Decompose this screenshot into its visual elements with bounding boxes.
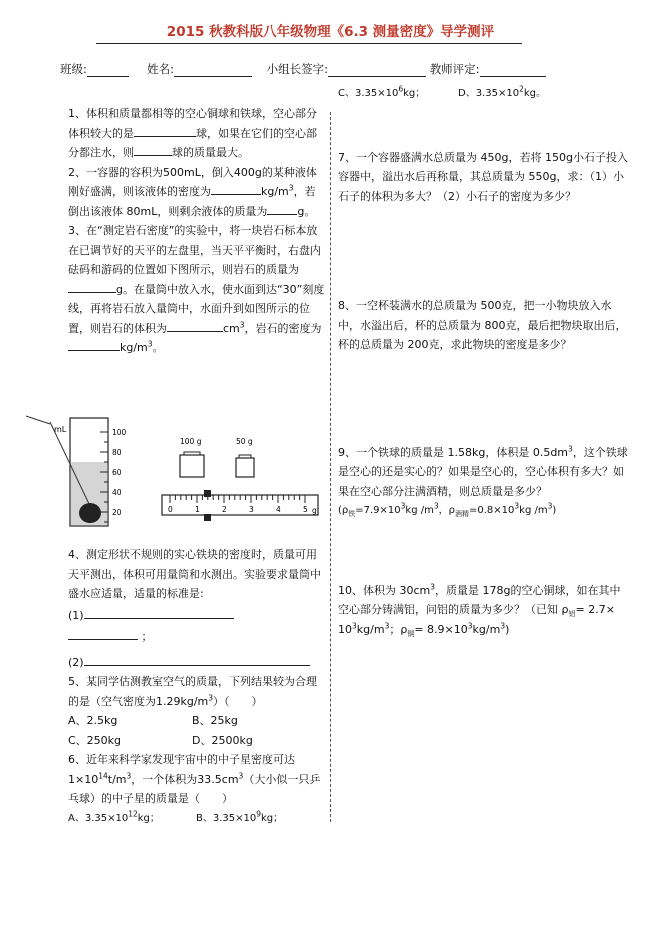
- cylinder-unit: mL: [54, 425, 67, 434]
- name-blank[interactable]: [174, 64, 252, 77]
- q6-exp-c: 3: [238, 770, 244, 780]
- q3-text-a: 3、在“测定岩石密度”的实验中，将一块岩石标本放在已调节好的天平的左盘里，当天平平衡时，右盘内砝码和游码的位置如下图所示，则岩石的质量为: [68, 224, 321, 276]
- q3-blank-1[interactable]: [68, 280, 116, 293]
- right-column: [338, 84, 628, 639]
- riding-scale: [162, 490, 318, 521]
- question-5: [68, 672, 326, 711]
- q2-text-c: g。: [297, 204, 316, 218]
- scale-tick-label: 5: [303, 505, 308, 514]
- weight-100g-label: 100 g: [180, 437, 202, 446]
- graduated-cylinder: [26, 416, 127, 526]
- q1-text-c: 球的质量最大。: [172, 146, 249, 159]
- question-8: [338, 296, 628, 355]
- cylinder-tick-label: 80: [112, 448, 122, 457]
- q6-text-d: （大小似一只乒乓球）的中子星的质量是（ ）: [68, 772, 321, 805]
- weight-50g: [236, 458, 254, 477]
- q5-options-ab: [68, 711, 326, 731]
- q2-unit-exp: 3: [288, 183, 294, 193]
- q4-l1-end: ；: [141, 630, 153, 643]
- question-1: [68, 104, 326, 163]
- cylinder-tick-label: 20: [112, 508, 122, 517]
- q6-exp-b: 3: [126, 770, 132, 780]
- q3-unit-c-exp: 3: [147, 339, 153, 349]
- q3-text-c: ，岩石的密度为: [244, 321, 322, 335]
- q1-text-b: 球，如果在它们的空心部分都注水，则: [68, 126, 317, 159]
- class-blank[interactable]: [87, 64, 129, 77]
- question-2: [68, 163, 326, 222]
- q6-option-b[interactable]: B、$3.35\times 10^9kg$；: [196, 809, 284, 824]
- scale-tick-label: 0: [168, 505, 173, 514]
- question-7: [338, 148, 628, 207]
- q8-text: 8、一空杯装满水的总质量为 500克，把一小物块放入水中，水溢出后，杯的总质量为 800克，最后把物块取出后，杯的总质量为 200克，求此物块的密度是多少？: [338, 299, 627, 351]
- class-label: 班级:: [60, 62, 87, 76]
- q6-option-d[interactable]: D、$3.35\times 10^2kg$。: [458, 84, 546, 99]
- q5-option-b[interactable]: B、25kg: [192, 714, 238, 727]
- q2-text-b: ，若倒出该液体 80mL，则剩余液体的质量为: [68, 185, 316, 218]
- q1-blank-1[interactable]: [134, 124, 196, 137]
- q6-options-cd: [338, 84, 628, 104]
- cylinder-tick-label: 60: [112, 468, 122, 477]
- q6-option-a[interactable]: A、$3.35\times 10^{12}kg$；: [68, 809, 160, 824]
- q4-line-2: [68, 653, 326, 673]
- q3-text-b: g。在量筒中放入水，使水面到达“30”刻度线，再将岩石放入量筒中，水面升到如图所示的位置，则岩石的体积为: [68, 282, 325, 335]
- title-underline: [96, 43, 522, 44]
- cylinder-tick-label: 100: [112, 428, 127, 437]
- weight-50g-label: 50 g: [236, 437, 253, 446]
- scale-unit: g: [312, 506, 317, 515]
- q6-text-b: t/m: [107, 772, 127, 786]
- teacher-label: 教师评定:: [429, 62, 480, 76]
- q6-options-ab: [68, 809, 326, 829]
- balance-weights: [180, 437, 254, 477]
- left-column: [68, 104, 326, 358]
- q3-blank-3[interactable]: [68, 338, 120, 351]
- q4-text: 4、测定形状不规则的实心铁块的密度时，质量可用天平测出，体积可用量筒和水测出。实验要求量筒中盛水应适量，适量的标准是:: [68, 548, 321, 600]
- question-6: [68, 750, 326, 809]
- q3-text-d: 。: [152, 341, 164, 354]
- question-9: [338, 443, 628, 502]
- measurement-figure: [20, 410, 320, 530]
- scale-tick-label: 4: [276, 505, 281, 514]
- q5-text-end: ）（ ）: [213, 694, 263, 708]
- leader-label: 小组长签字:: [266, 62, 329, 76]
- q9-constants: ($\rho_铁=7.9\times 10^3kg$ $/m^3$，$\rho_{酒精}=0.8\times 10^3kg$ $/m^3$): [338, 501, 557, 518]
- q3-blank-2[interactable]: [167, 319, 223, 332]
- q9-text-b: ，这个铁球是空心的还是实心的？如果是空心的，空心体积有多大？如果在空心部分注满酒精，则总质量是多少？: [338, 445, 628, 498]
- question-4: [68, 545, 326, 604]
- q9-text-a: 9、一个铁球的质量是 1.58kg，体积是 0.5dm: [338, 445, 569, 459]
- q4-blank-1a[interactable]: [84, 606, 234, 619]
- q2-blank-2[interactable]: [267, 202, 297, 215]
- q5-options-cd: [68, 731, 326, 751]
- q4-blank-2[interactable]: [84, 653, 310, 666]
- q2-text-a: 2、一容器的容积为500mL，倒入400g的某种液体刚好盛满，则该液体的密度为: [68, 165, 317, 198]
- q2-unit: kg/m: [261, 185, 289, 198]
- q4-l1-label: (1): [68, 608, 84, 622]
- left-column-lower: [68, 545, 326, 828]
- weight-100g: [180, 455, 204, 477]
- leader-blank[interactable]: [328, 64, 426, 77]
- page-title: 2015 秋教科版八年级物理《6.3 测量密度》导学测评: [166, 24, 495, 40]
- q6-text-c: ，一个体积为33.5cm: [131, 772, 239, 786]
- q7-text: 7、一个容器盛满水总质量为 450g，若将 150g小石子投入容器中，溢出水后再称量，其总质量为 550g，求：（1）小石子的体积为多大？（2）小石子的密度为多少？: [338, 150, 628, 203]
- name-label: 姓名:: [147, 62, 175, 76]
- q3-unit-b: cm: [223, 321, 240, 335]
- q3-unit-b-exp: 3: [239, 319, 245, 329]
- q4-l2-label: (2): [68, 655, 84, 669]
- q5-text: 5、某同学估测教室空气的质量，下列结果较为合理的是（空气密度为1.29kg/m: [68, 675, 317, 708]
- question-10: 10、体积为 $30cm^3$，质量是 178g的空心铜球，如在其中空心部分铸满铝，问铝的质量为多少？（已知 $\rho_铝= 2.7\times 10^3kg/m^3$；$\rho_铜= 8.9\times 10^3kg/m^3$): [338, 581, 621, 638]
- student-info-line: [60, 61, 546, 77]
- column-divider: [330, 112, 331, 822]
- q5-exp: 3: [208, 692, 214, 702]
- q4-line-1: [68, 606, 326, 626]
- question-3: [68, 221, 326, 358]
- q2-blank-1[interactable]: [211, 182, 261, 195]
- q4-blank-1b[interactable]: [68, 627, 138, 640]
- q6-option-c[interactable]: C、$3.35\times 10^6kg$；: [338, 84, 426, 99]
- q6-exp-a: 14: [98, 770, 108, 780]
- scale-tick-label: 1: [195, 505, 200, 514]
- scale-tick-label: 3: [249, 505, 254, 514]
- q5-option-a[interactable]: A、2.5kg: [68, 714, 118, 727]
- q1-text-a: 1、体积和质量都相等的空心铜球和铁球，空心部分体积较大的是: [68, 107, 317, 140]
- cylinder-tick-label: 40: [112, 488, 122, 497]
- q9-exp: 3: [568, 443, 573, 453]
- q3-unit-c: kg/m: [120, 341, 148, 354]
- q4-line-1b: [68, 627, 326, 647]
- q1-blank-2[interactable]: [134, 143, 172, 156]
- q6-text-a: 6、近年来科学家发现宇宙中的中子星密度可达1×10: [68, 753, 295, 786]
- q5-option-c[interactable]: C、250kg: [68, 733, 122, 747]
- q5-option-d[interactable]: D、2500kg: [192, 733, 253, 747]
- scale-tick-label: 2: [222, 505, 227, 514]
- teacher-blank[interactable]: [480, 64, 546, 77]
